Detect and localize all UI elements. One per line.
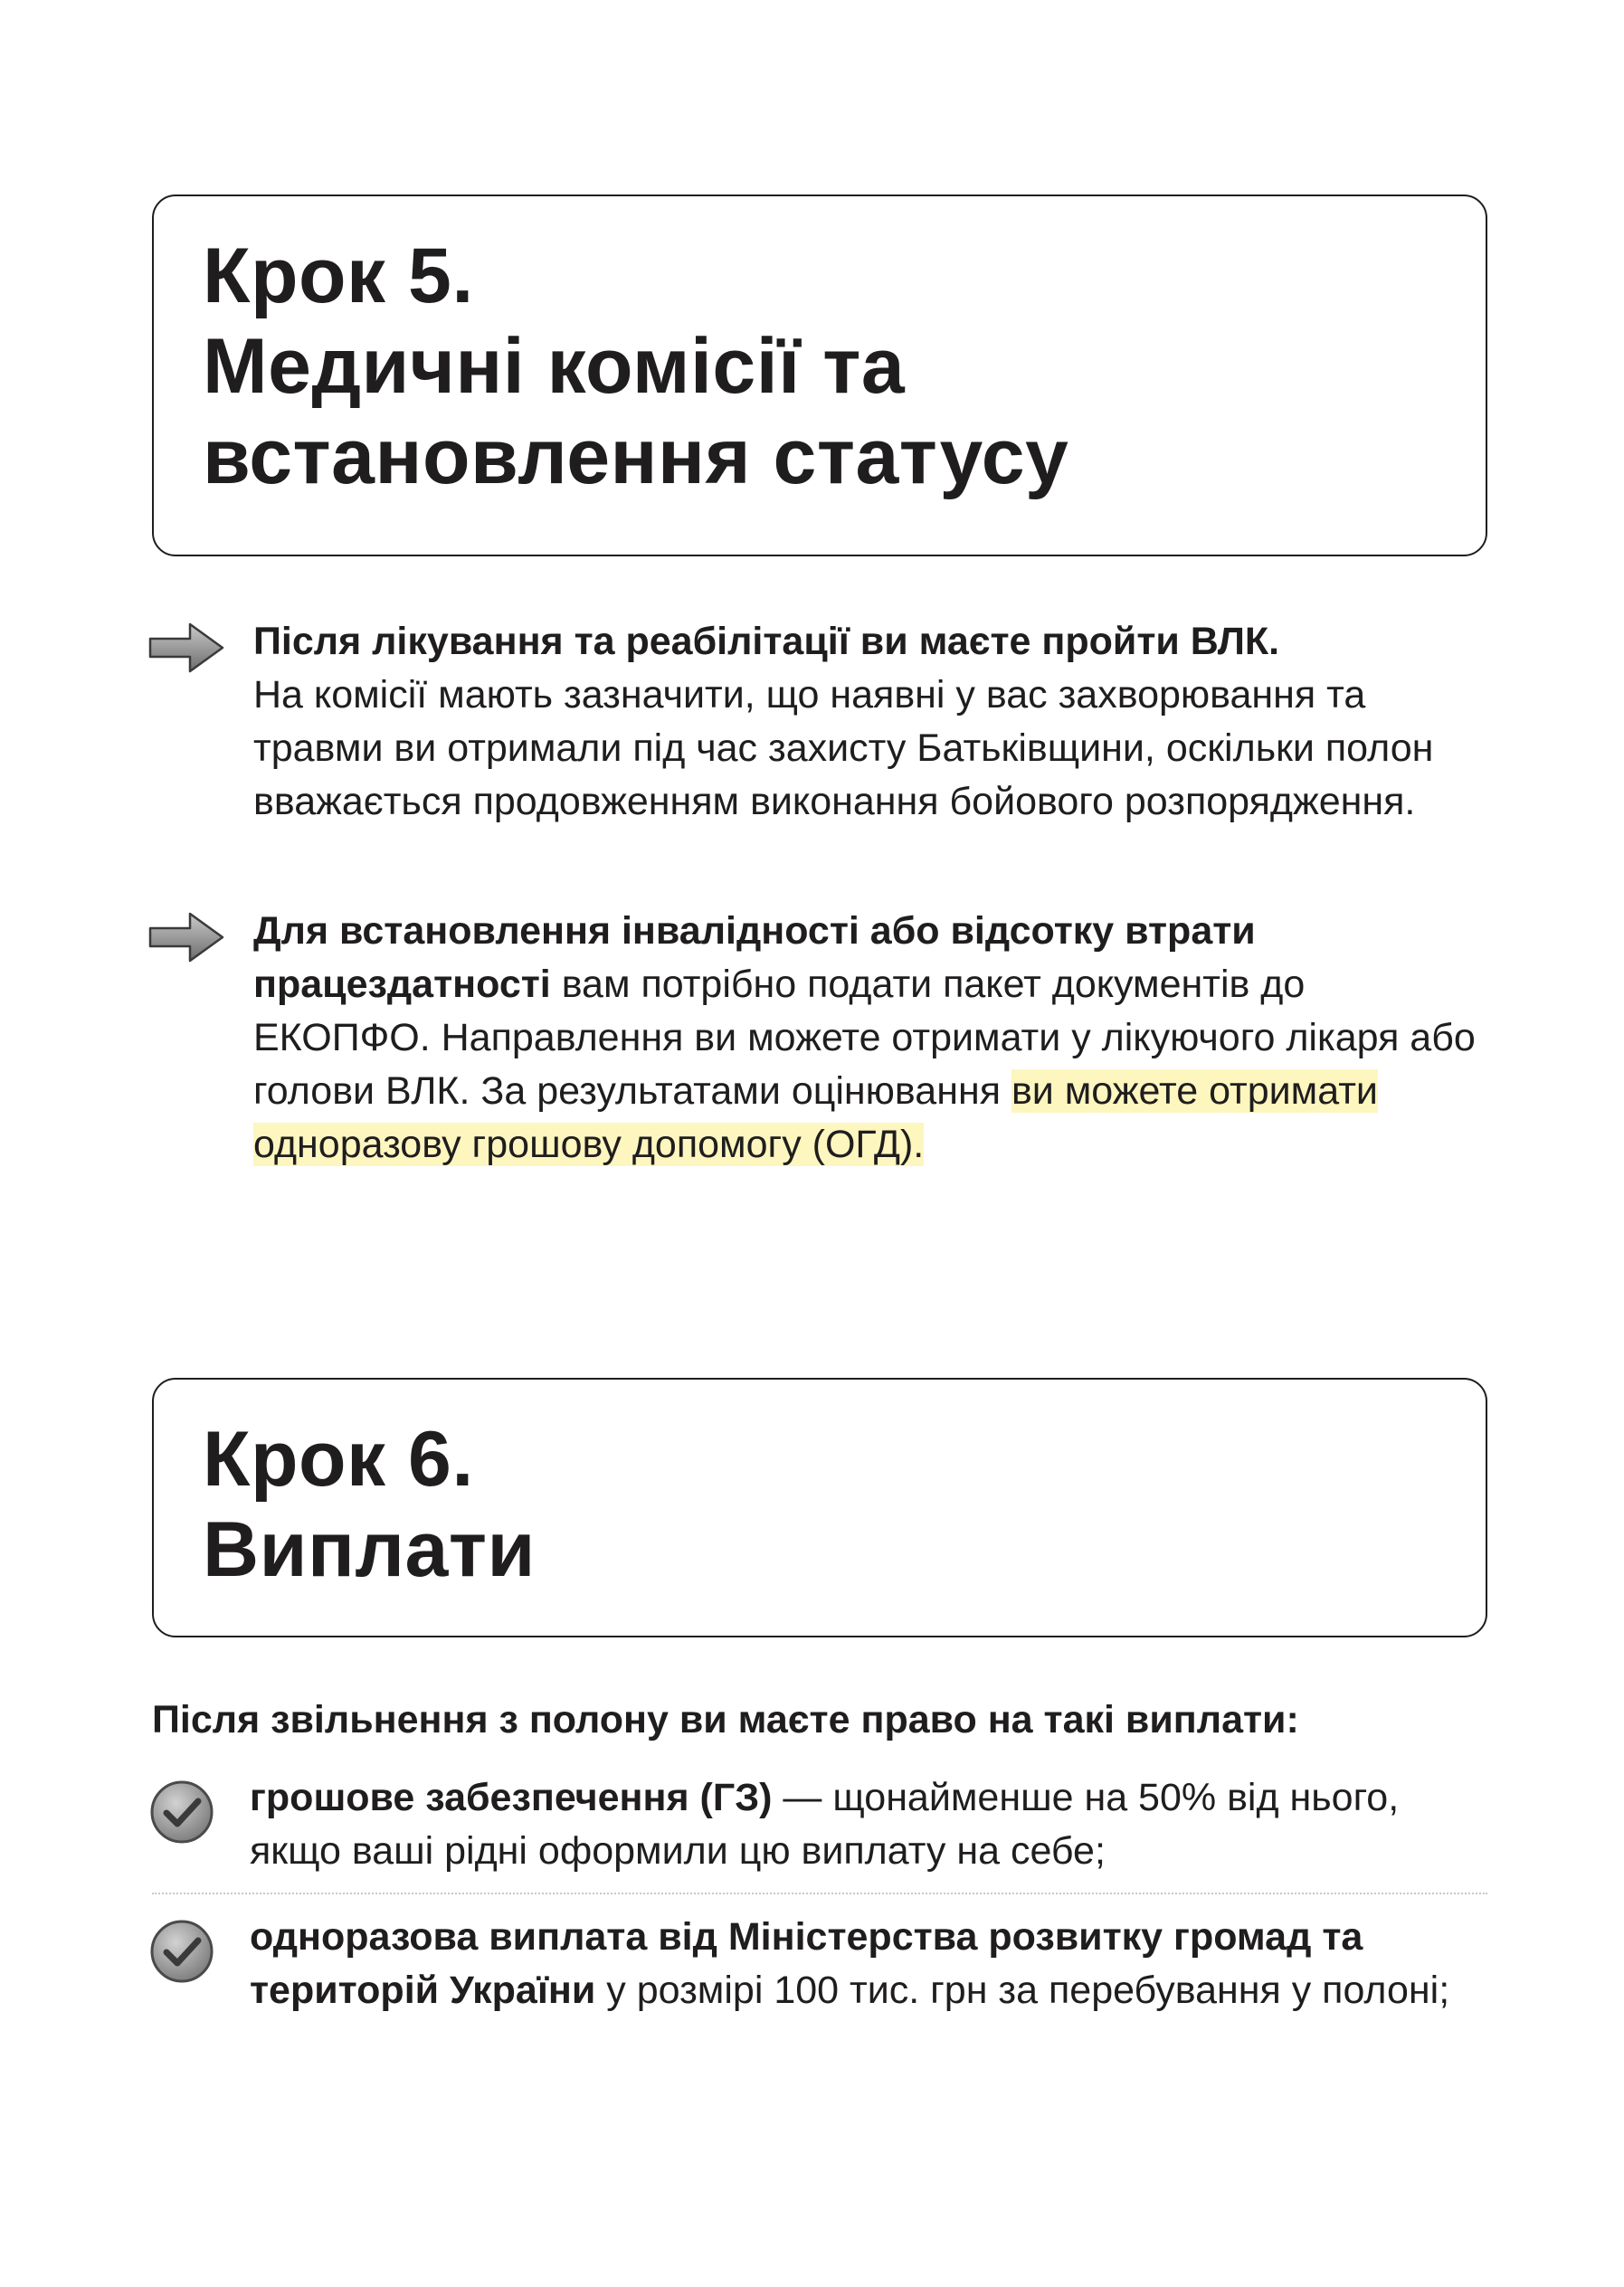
divider — [152, 1893, 1487, 1894]
item-bold-text: грошове забезпечення (ГЗ) — [250, 1776, 773, 1819]
item-text — [253, 615, 1484, 829]
check-circle-icon — [148, 1779, 215, 1846]
item-text — [250, 1771, 1480, 1878]
item-body-text: На комісії мають зазначити, що наявні у вас захворювання та травми ви отримали під час захисту Батьківщини, оскільки полон вважається продовженням виконання бойового розпорядження. — [253, 673, 1434, 823]
right-arrow-icon — [148, 621, 224, 675]
step-6-title — [203, 1414, 1437, 1595]
step-5-title-line-1: Крок 5. — [203, 232, 474, 319]
step-5-title-line-2: Медичні комісії та — [203, 323, 906, 410]
item-bold-text: Для встановлення інвалідності або відсотку втрати працездатності — [253, 909, 1256, 1006]
payments-intro: Після звільнення з полону ви маєте право на такі виплати: — [152, 1698, 1299, 1741]
item-text — [250, 1911, 1480, 2017]
step-6-title-line-2: Виплати — [203, 1506, 536, 1593]
item-body-text: вам потрібно подати пакет документів до ЕКОПФО. Направлення ви можете отримати у лікуючого лікаря або голови ВЛК. За результатами оцінювання — [253, 963, 1476, 1113]
item-bold-text: Після лікування та реабілітації ви маєте пройти ВЛК. — [253, 620, 1280, 663]
step-6-title-line-1: Крок 6. — [203, 1416, 474, 1503]
check-circle-icon — [148, 1918, 215, 1985]
step-6-heading-box — [152, 1378, 1487, 1637]
step-5-title — [203, 231, 1437, 502]
step-5-heading-box — [152, 195, 1487, 556]
item-bold-text: одноразова виплата від Міністерства розвитку громад та територій України — [250, 1915, 1363, 2012]
item-text — [253, 905, 1484, 1172]
item-body-text: у розмірі 100 тис. грн за перебування у полоні; — [595, 1969, 1450, 2012]
right-arrow-icon — [148, 910, 224, 964]
step-5-title-line-3: встановлення статусу — [203, 413, 1069, 500]
highlighted-text: ви можете отримати одноразову грошову допомогу (ОГД). — [253, 1069, 1378, 1166]
item-body-text: — щонайменше на 50% від нього, якщо ваші рідні оформили цю виплату на себе; — [250, 1776, 1400, 1873]
